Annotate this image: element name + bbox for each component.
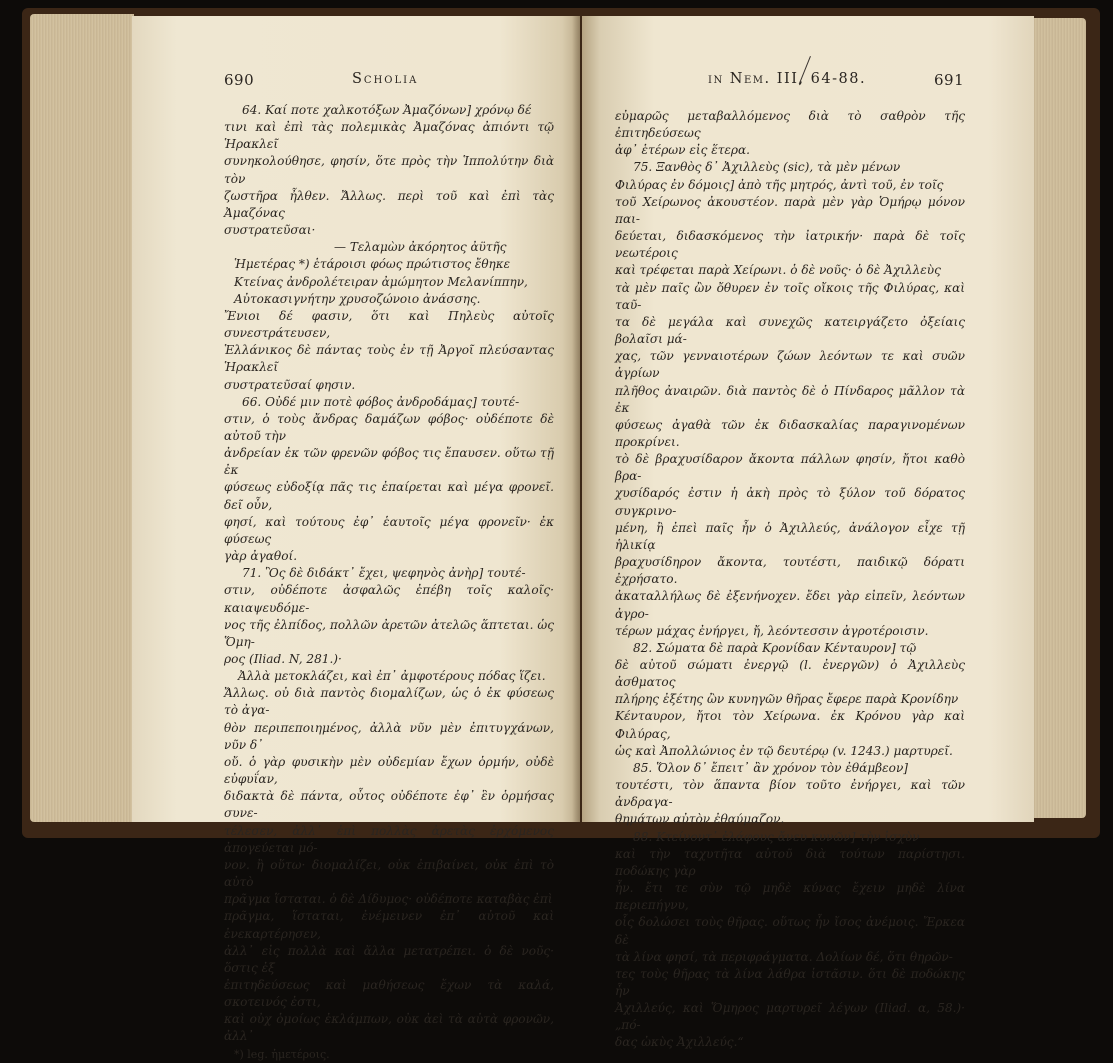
text-line: δεύεται, διδασκόμενος τὴν ἰατρικήν· παρὰ δὲ τοῖς νεωτέροις bbox=[615, 229, 965, 261]
text-line: πρᾶγμα ἵσταται. ὁ δὲ Δίδυμος· οὐδέποτε καταβὰς ἐπὶ bbox=[224, 892, 553, 907]
text-line: 82. Σώματα δὲ παρὰ Κρονίδαν Κένταυρον] τῷ bbox=[633, 640, 917, 655]
text-line: οὔ. ὁ γὰρ φυσικὴν μὲν οὐδεμίαν ἔχων ὁρμήν, οὐδὲ εὐφυΐαν, bbox=[224, 754, 554, 787]
text-line: ἀφ᾽ ἑτέρων εἰς ἕτερα. bbox=[615, 143, 751, 158]
text-line: 71. Ὃς δὲ διδάκτ᾽ ἔχει, ψεφηνὸς ἀνὴρ] τουτέ- bbox=[242, 566, 526, 581]
text-line: νον. ἢ οὕτω· διομαλίζει, οὐκ ἐπιβαίνει, οὐκ ἐπὶ τὸ αὐτὸ bbox=[224, 857, 554, 890]
text-line: γὰρ ἀγαθοί. bbox=[224, 549, 298, 564]
left-body-text bbox=[224, 102, 554, 1063]
text-line: τινι καὶ ἐπὶ τὰς πολεμικὰς Ἀμαζόνας ἀπιόντι τῷ Ἡρακλεῖ bbox=[224, 120, 554, 152]
text-line: ἀκαταλλήλως δὲ ἐξενήνοχεν. ἔδει γὰρ εἰπεῖν, λεόντων ἀγρο- bbox=[615, 589, 965, 621]
verse-line: Ἡμετέρας *) ἑτάροισι φόως πρώτιστος ἔθηκε bbox=[234, 257, 511, 272]
text-line: πλῆθος ἀναιρῶν. διὰ παντὸς δὲ ὁ Πίνδαρος μᾶλλον τὰ ἐκ bbox=[615, 383, 965, 415]
text-line: τὰ μὲν παῖς ὢν ὄθυρεν ἐν τοῖς οἴκοις τῆς Φιλύρας, καὶ ταῦ- bbox=[615, 280, 965, 312]
text-line: μένη, ἢ ἐπεὶ παῖς ἦν ὁ Ἀχιλλεύς, ἀνάλογον εἶχε τῇ ἡλικίᾳ bbox=[615, 520, 965, 552]
text-line: Ἄλλως. οὐ διὰ παντὸς διομαλίζων, ὡς ὁ ἐκ φύσεως τὸ ἀγα- bbox=[224, 686, 554, 718]
text-line: διδακτὰ δὲ πάντα, οὗτος οὐδέποτε ἐφ᾽ ἓν ὁρμήσας συνε- bbox=[224, 789, 554, 821]
text-line: ἀλλ᾽ εἰς πολλὰ καὶ ἄλλα μετατρέπει. ὁ δὲ νοῦς· ὅστις ἐξ bbox=[224, 943, 554, 975]
text-line: Ἑλλάνικος δὲ πάντας τοὺς ἐν τῇ Ἀργοῖ πλεύσαντας Ἡρακλεῖ bbox=[224, 343, 554, 375]
left-running-head: Scholia bbox=[352, 71, 419, 87]
text-line: χας, τῶν γενναιοτέρων ζώων λεόντων τε καὶ συῶν ἀγρίων bbox=[615, 349, 965, 381]
text-line: ζωστῆρα ἦλθεν. Ἄλλως. περὶ τοῦ καὶ ἐπὶ τὰς Ἀμαζόνας bbox=[224, 188, 554, 220]
text-line: πρᾶγμα, ἵσταται, ἐνέμεινεν ἐπ᾽ αὐτοῦ καὶ ἐνεκαρτέρησεν, bbox=[224, 909, 554, 941]
text-line: ἀνδρείαν ἐκ τῶν φρενῶν φόβος τις ἔπαυσεν. οὕτω τῇ ἐκ bbox=[224, 446, 554, 478]
footnote: *) leg. ἡμετέροις. bbox=[234, 1047, 330, 1061]
left-page-number: 690 bbox=[224, 71, 255, 89]
verse-line: Ἀλλὰ μετοκλάζει, καὶ ἐπ᾽ ἀμφοτέρους πόδας ἵζει. bbox=[238, 669, 546, 684]
text-line: χυσίδαρός ἐστιν ἡ ἀκὴ πρὸς τὸ ξύλον τοῦ δόρατος συγκρινο- bbox=[615, 486, 965, 518]
text-line: 64. Καί ποτε χαλκοτόξων Ἀμαζόνων] χρόνῳ δέ bbox=[242, 103, 532, 117]
text-line: πλήρης ἐξέτης ὢν κυνηγῶν θῆρας ἔφερε παρὰ Κρονίδην bbox=[615, 692, 959, 707]
text-line: φύσεως εὐδοξίᾳ πᾶς τις ἐπαίρεται καὶ μέγα φρονεῖ. δεῖ οὖν, bbox=[224, 480, 554, 512]
text-line: ὡς καὶ Ἀπολλώνιος ἐν τῷ δευτέρῳ (v. 1243.) μαρτυρεῖ. bbox=[615, 743, 953, 758]
text-line: ἐπιτηδεύσεως καὶ μαθήσεως ἔχων τὰ καλά, σκοτεινός ἐστι, bbox=[224, 977, 554, 1010]
text-line: Κένταυρον, ἤτοι τὸν Χείρωνα. ἐκ Κρόνου γὰρ καὶ Φιλύρας, bbox=[615, 709, 965, 741]
page-edges-right bbox=[1032, 18, 1086, 818]
left-page bbox=[132, 16, 580, 1061]
text-line: Φιλύρας ἐν δόμοις] ἀπὸ τῆς μητρός, ἀντὶ τοῦ, ἐν τοῖς bbox=[615, 177, 944, 192]
text-line: τὰ λίνα φησί, τὰ περιφράγματα. Δολίων δέ, ὅτι θηρῶν- bbox=[615, 949, 953, 964]
text-line: στιν, ὁ τοὺς ἄνδρας δαμάζων φόβος· οὐδέποτε δὲ αὐτοῦ τὴν bbox=[224, 411, 554, 443]
text-line: τέρων μάχας ἐνήργει, ἤ, λεόντεσσιν ἀγροτέροισιν. bbox=[615, 623, 929, 638]
text-line: καὶ τρέφεται παρὰ Χείρωνι. ὁ δὲ νοῦς· ὁ δὲ Ἀχιλλεὺς bbox=[615, 263, 941, 278]
text-line: καὶ τὴν ταχυτῆτα αὐτοῦ διὰ τούτων παρίστησι. ποδώκης γὰρ bbox=[615, 846, 965, 878]
text-line: τέλεσεν, ἀλλ᾽ ἐπὶ πολλὰς ἀρετὰς ἐρχόμενος ἀπογεύεται μό- bbox=[224, 823, 554, 855]
text-line: φύσεως ἀγαθὰ τῶν ἐκ διδασκαλίας παραγινομένων προκρίνει. bbox=[615, 417, 965, 449]
text-line: οἷς δολώσει τοὺς θῆρας. οὕτως ἦν ἴσος ἀνέμοις. Ἔρκεα δὲ bbox=[615, 915, 965, 947]
text-line: Ἔνιοι δέ φασιν, ὅτι καὶ Πηλεὺς αὐτοῖς συνεστράτευσεν, bbox=[224, 308, 554, 341]
text-line: θὸν περιπεποιημένος, ἀλλὰ νῦν μὲν ἐπιτυγχάνων, νῦν δ᾽ bbox=[224, 720, 554, 752]
text-line: ρος (Iliad. N, 281.)· bbox=[224, 652, 342, 666]
text-line: εὐμαρῶς μεταβαλλόμενος διὰ τὸ σαθρὸν τῆς ἐπιτηδεύσεως bbox=[615, 109, 965, 141]
text-line: βραχυσίδηρον ἄκοντα, τουτέστι, παιδικῷ δόρατι ἐχρήσατο. bbox=[615, 555, 965, 587]
right-page-number: 691 bbox=[934, 71, 965, 89]
right-running-head: in Nem. III, 64-88. bbox=[708, 71, 867, 87]
text-line: 85. Ὅλον δ᾽ ἔπειτ᾽ ἂν χρόνον τὸν ἐθάμβεον] bbox=[633, 760, 909, 775]
text-line: δὲ αὐτοῦ σώματι ἐνεργῷ (l. ἐνεργῶν) ὁ Ἀχιλλεὺς ἀσθματος bbox=[615, 658, 965, 690]
text-line: συστρατεῦσαί φησιν. bbox=[224, 377, 356, 392]
right-body-text bbox=[615, 108, 965, 1052]
text-line: ἦν. ἔτι τε σὺν τῷ μηδὲ κύνας ἔχειν μηδὲ λίνα περιεπήγνυ, bbox=[615, 881, 965, 913]
text-line: 66. Οὐδέ μιν ποτὲ φόβος ἀνδροδάμας] τουτέ- bbox=[242, 394, 520, 409]
text-line: τοῦ Χείρωνος ἀκουστέον. παρὰ μὲν γὰρ Ὁμήρῳ μόνον παι- bbox=[615, 194, 965, 226]
text-line: 88. Κτείνοντ᾽ ἐλάφους ἄνευ κυνῶν] τὴν ἰσχὺν bbox=[633, 829, 920, 844]
text-line: δας ὠκὺς Ἀχιλλεύς.“ bbox=[615, 1035, 744, 1050]
text-line: θημάτων αὐτὸν ἐθαύμαζον. bbox=[615, 812, 785, 827]
text-line: τουτέστι, τὸν ἅπαντα βίον τοῦτο ἐνήργει, καὶ τῶν ἀνδραγα- bbox=[615, 778, 965, 810]
verse-line: Κτείνας ἀνδρολέτειραν ἀμώμητον Μελανίππην, bbox=[234, 274, 528, 289]
text-line: καὶ οὐχ ὁμοίως ἐκλάμπων, οὐκ ἀεὶ τὰ αὐτὰ φρονῶν, ἀλλ᾽ bbox=[224, 1012, 554, 1044]
text-line: τα δὲ μεγάλα καὶ συνεχῶς κατειργάζετο ὀξείαις βολαῖσι μά- bbox=[615, 314, 965, 347]
text-line: τὸ δὲ βραχυσίδαρον ἄκοντα πάλλων φησίν, ἤτοι καθὸ βρα- bbox=[615, 452, 965, 484]
verse-line: — Τελαμὼν ἀκόρητος ἀϋτῆς bbox=[334, 240, 507, 255]
verse-line: Αὐτοκασιγνήτην χρυσοζώνοιο ἀνάσσης. bbox=[234, 291, 481, 306]
text-line: 75. Ξανθὸς δ᾽ Ἀχιλλεὺς (sic), τὰ μὲν μένων bbox=[633, 160, 901, 175]
right-page bbox=[582, 16, 1034, 1050]
text-line: φησί, καὶ τούτους ἐφ᾽ ἑαυτοῖς μέγα φρονεῖν· ἐκ φύσεως bbox=[224, 514, 554, 546]
text-line: Ἀχιλλεύς, καὶ Ὅμηρος μαρτυρεῖ λέγων (Iliad. α, 58.)· „πό- bbox=[615, 1001, 965, 1033]
text-line: στιν, οὐδέποτε ἀσφαλῶς ἐπέβη τοῖς καλοῖς· καιαψευδόμε- bbox=[224, 583, 554, 615]
text-line: τες τοὺς θῆρας τὰ λίνα λάθρα ἱστᾶσιν. ὅτι δὲ ποδώκης ἦν bbox=[615, 966, 965, 998]
text-line: νος τῆς ἐλπίδος, πολλῶν ἀρετῶν ἀτελῶς ἅπτεται. ὡς Ὅμη- bbox=[224, 617, 554, 649]
page-edges-left bbox=[30, 14, 134, 822]
text-line: συνηκολούθησε, φησίν, ὅτε πρὸς τὴν Ἱππολύτην διὰ τὸν bbox=[224, 154, 554, 186]
text-line: συστρατεῦσαι· bbox=[224, 223, 316, 238]
quoted-verse bbox=[224, 239, 554, 308]
